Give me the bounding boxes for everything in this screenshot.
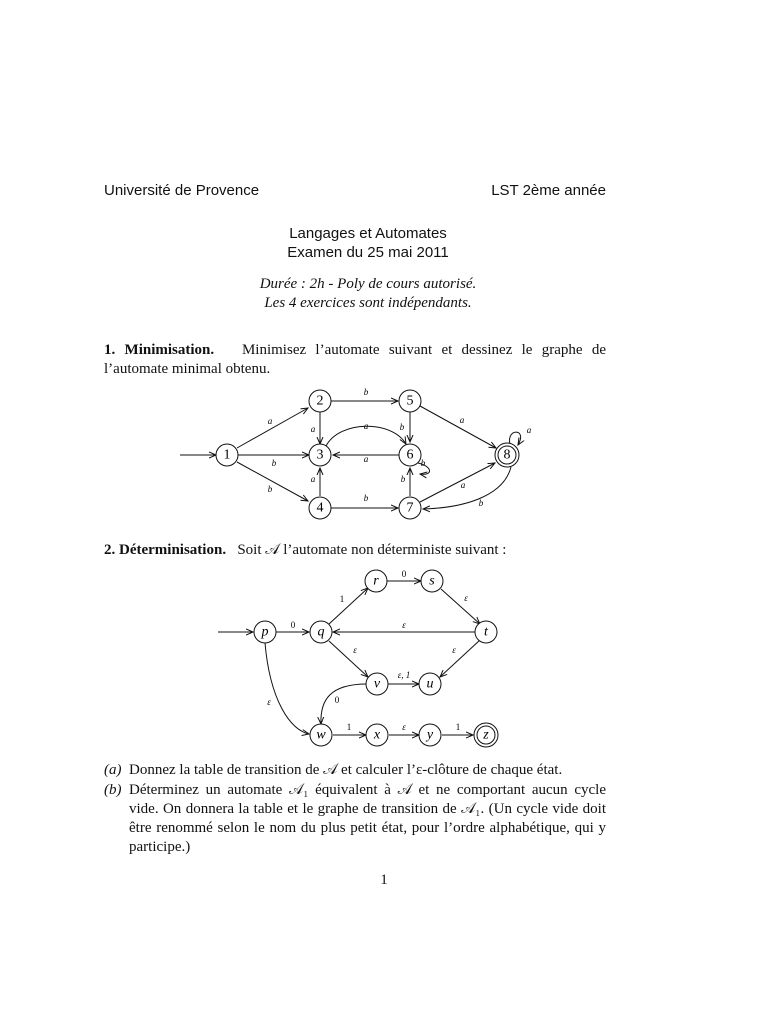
label-7-8: a bbox=[460, 480, 466, 490]
label-w-x: 1 bbox=[346, 722, 352, 732]
label-v-w: 0 bbox=[334, 695, 340, 705]
svg-text:r: r bbox=[373, 573, 379, 589]
question-a-label: (a) bbox=[104, 762, 122, 778]
edge-s-t bbox=[441, 589, 480, 624]
svg-text:t: t bbox=[484, 624, 488, 640]
exercise-2 bbox=[104, 541, 606, 560]
svg-text:5: 5 bbox=[406, 393, 414, 409]
svg-text:3: 3 bbox=[316, 447, 324, 463]
exercise-1-heading: 1. Minimisation. bbox=[104, 342, 215, 358]
svg-text:4: 4 bbox=[316, 500, 324, 516]
edge-p-w bbox=[265, 643, 309, 734]
state-w bbox=[310, 724, 332, 746]
label-2-5: b bbox=[363, 387, 369, 397]
course-title: Langages et Automates bbox=[289, 225, 447, 242]
svg-text:u: u bbox=[426, 676, 434, 692]
exam-title bbox=[0, 224, 768, 262]
state-u bbox=[419, 673, 441, 695]
nondeterministic-automaton bbox=[0, 560, 768, 750]
state-7 bbox=[399, 497, 421, 519]
state-y bbox=[419, 724, 441, 746]
question-b-text: Déterminez un automate 𝒜₁ équivalent à 𝒜 et ne comportant aucun cycle vide. On donnera la table et le graphe de transition de 𝒜₁. (Un cycle vide doit être renommé selon le nom du plus petit état, pour l’ordre alphabétique, qui y participe.) bbox=[129, 782, 606, 855]
minimisation-automaton bbox=[0, 380, 768, 530]
svg-text:w: w bbox=[316, 727, 326, 743]
label-v-u: ε, 1 bbox=[397, 670, 411, 680]
state-v bbox=[366, 673, 388, 695]
label-5-8: a bbox=[459, 415, 465, 425]
label-x-y: ε bbox=[402, 722, 406, 732]
edge-t-u bbox=[440, 640, 480, 677]
label-q-r: 1 bbox=[339, 594, 345, 604]
label-p-w: ε bbox=[267, 697, 271, 707]
svg-text:1: 1 bbox=[223, 447, 231, 463]
edge-q-r bbox=[329, 588, 368, 624]
state-1 bbox=[216, 444, 238, 466]
exercise-2-text: Soit 𝒜 l’automate non déterministe suivant : bbox=[237, 542, 507, 558]
exam-date: Examen du 25 mai 2011 bbox=[287, 244, 449, 261]
question-a-text: Donnez la table de transition de 𝒜 et calculer l’ε-clôture de chaque état. bbox=[129, 762, 563, 778]
page-number: 1 bbox=[380, 872, 388, 888]
state-6 bbox=[399, 444, 421, 466]
svg-text:z: z bbox=[483, 727, 489, 743]
state-5 bbox=[399, 390, 421, 412]
svg-text:p: p bbox=[261, 624, 269, 640]
state-3 bbox=[309, 444, 331, 466]
edge-1-2 bbox=[237, 408, 308, 448]
edge-8-8 bbox=[510, 432, 521, 445]
state-q bbox=[310, 621, 332, 643]
university-name: Université de Provence bbox=[104, 182, 260, 199]
label-1-4: b bbox=[267, 484, 273, 494]
independence-note: Les 4 exercices sont indépendants. bbox=[264, 295, 472, 311]
state-x bbox=[366, 724, 388, 746]
label-1-2: a bbox=[267, 416, 273, 426]
label-4-7: b bbox=[363, 493, 369, 503]
label-t-u: ε bbox=[452, 645, 456, 655]
label-t-q: ε bbox=[402, 620, 406, 630]
edge-5-8 bbox=[420, 406, 496, 448]
question-a bbox=[104, 761, 606, 780]
svg-text:7: 7 bbox=[406, 500, 414, 516]
svg-text:s: s bbox=[429, 573, 435, 589]
label-5-6: b bbox=[399, 422, 405, 432]
label-4-3: a bbox=[310, 474, 316, 484]
state-r bbox=[365, 570, 387, 592]
svg-text:x: x bbox=[373, 727, 381, 743]
state-8-final bbox=[495, 443, 519, 467]
exercise-1 bbox=[104, 341, 606, 379]
svg-text:2: 2 bbox=[316, 393, 324, 409]
state-p bbox=[254, 621, 276, 643]
svg-text:8: 8 bbox=[503, 447, 511, 463]
svg-text:v: v bbox=[373, 676, 381, 692]
question-b bbox=[104, 781, 606, 857]
edge-q-v bbox=[329, 641, 368, 677]
state-t bbox=[475, 621, 497, 643]
state-2 bbox=[309, 390, 331, 412]
exercise-2-heading: 2. Déterminisation. bbox=[104, 542, 227, 558]
label-7-6: b bbox=[400, 474, 406, 484]
state-s bbox=[421, 570, 443, 592]
edge-8-7 bbox=[423, 467, 511, 509]
state-z-final bbox=[474, 723, 498, 747]
edge-v-w bbox=[321, 684, 367, 724]
student-level: LST 2ème année bbox=[491, 182, 606, 199]
label-y-z: 1 bbox=[455, 722, 461, 732]
label-r-s: 0 bbox=[401, 569, 407, 579]
label-8-7: b bbox=[478, 498, 484, 508]
svg-text:6: 6 bbox=[406, 447, 414, 463]
label-q-v: ε bbox=[353, 645, 357, 655]
label-s-t: ε bbox=[464, 593, 468, 603]
label-1-3: b bbox=[271, 458, 277, 468]
state-4 bbox=[309, 497, 331, 519]
label-p-q: 0 bbox=[290, 620, 296, 630]
label-6-6: b bbox=[420, 458, 426, 468]
question-b-label: (b) bbox=[104, 782, 122, 798]
label-8-8: a bbox=[526, 425, 532, 435]
svg-text:q: q bbox=[317, 624, 325, 640]
exam-notes bbox=[0, 275, 768, 313]
duration-note: Durée : 2h - Poly de cours autorisé. bbox=[259, 276, 477, 292]
label-6-3: a bbox=[363, 454, 369, 464]
svg-text:y: y bbox=[426, 727, 434, 743]
label-3-6: a bbox=[363, 421, 369, 431]
label-2-3: a bbox=[310, 424, 316, 434]
exercise-1-text: Minimisez l’automate suivant et dessinez le graphe de l’automate minimal obtenu. bbox=[104, 342, 606, 377]
